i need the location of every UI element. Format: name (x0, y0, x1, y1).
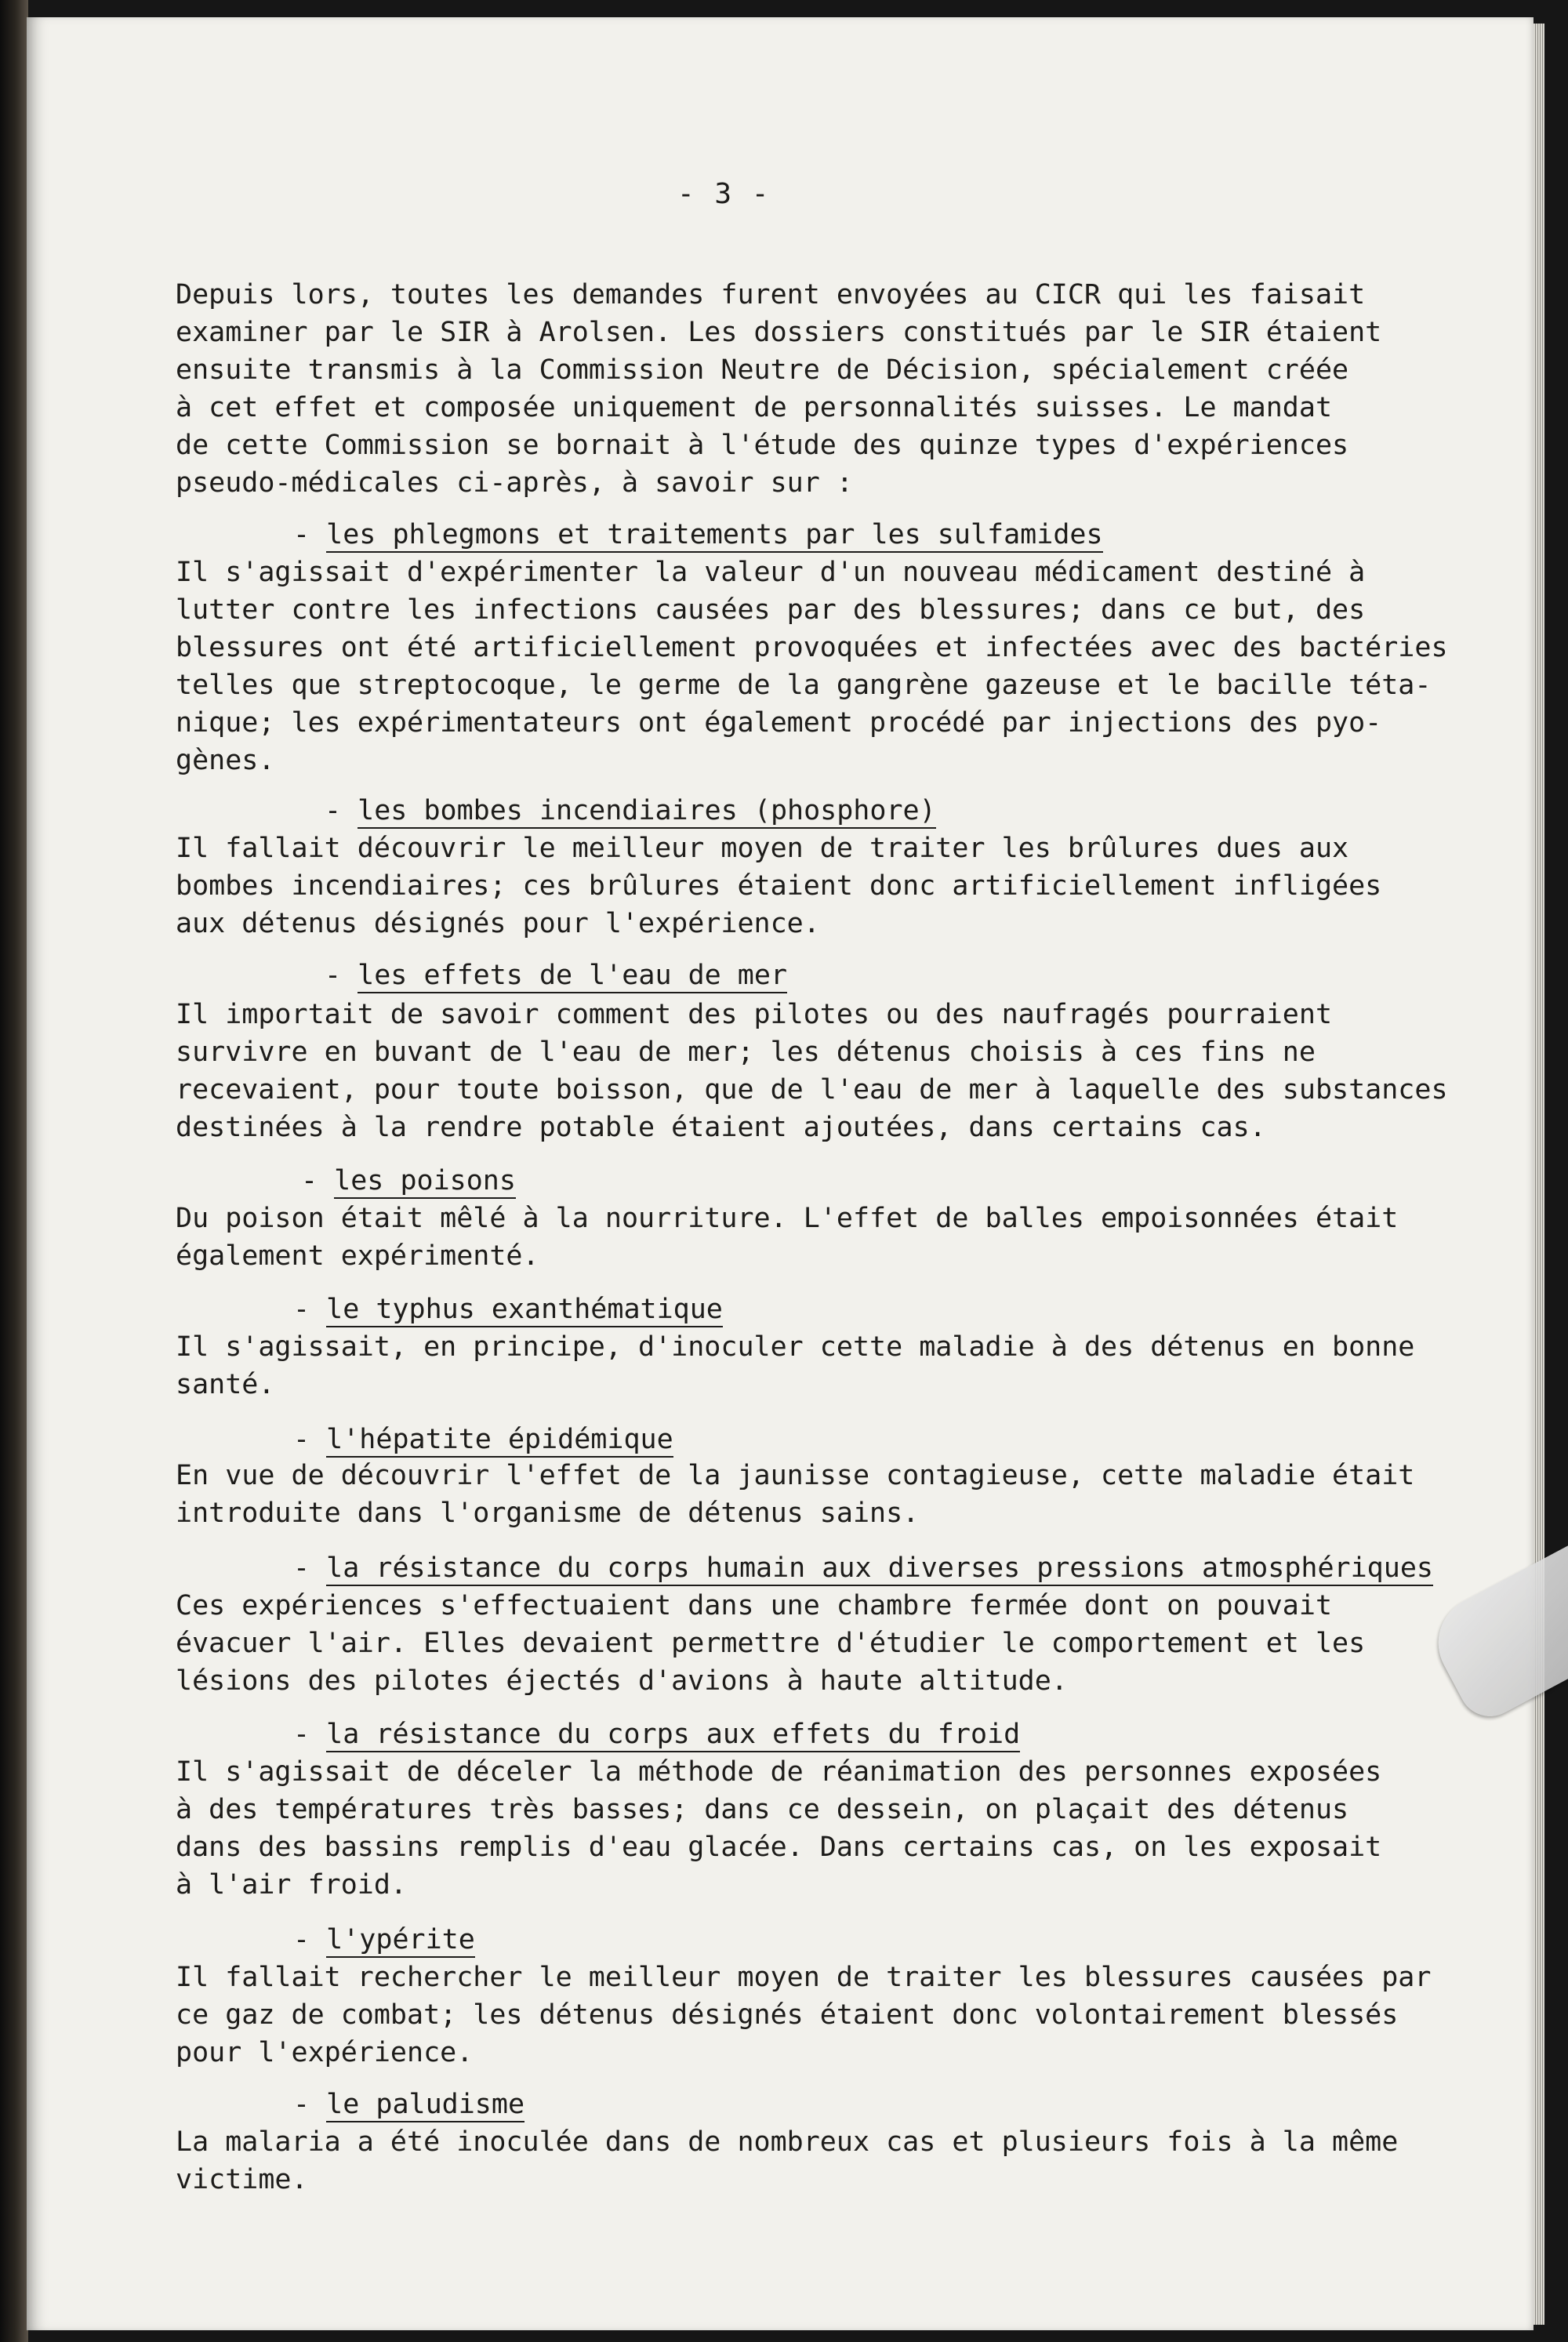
section-body (176, 1753, 1381, 1904)
page-stack-edge (1534, 24, 1544, 2325)
section-body (176, 2123, 1398, 2199)
body-line: destinées à la rendre potable étaient ajoutées, dans certains cas. (176, 1112, 1266, 1143)
intro-line: de cette Commission se bornait à l'étude des quinze types d'expériences (176, 430, 1349, 461)
book-binding (0, 0, 28, 2342)
intro-paragraph (176, 276, 1381, 502)
intro-line: pseudo-médicales ci-après, à savoir sur : (176, 467, 853, 499)
body-line: gènes. (176, 745, 275, 776)
section-heading-text: l'ypérite (326, 1924, 475, 1958)
body-line: survivre en buvant de l'eau de mer; les détenus choisis à ces fins ne (176, 1037, 1316, 1068)
section-heading: - le typhus exanthématique (293, 1291, 723, 1328)
body-line: Il s'agissait, en principe, d'inoculer cette maladie à des détenus en bonne (176, 1331, 1415, 1363)
body-line: Il fallait rechercher le meilleur moyen de traiter les blessures causées par (176, 1962, 1432, 1993)
section-body (176, 1959, 1431, 2071)
section-heading-text: les poisons (334, 1165, 516, 1199)
body-line: à des températures très basses; dans ce dessein, on plaçait des détenus (176, 1794, 1349, 1825)
section-heading: - l'hépatite épidémique (293, 1421, 673, 1458)
body-line: victime. (176, 2164, 308, 2195)
body-line: Il s'agissait de déceler la méthode de réanimation des personnes exposées (176, 1756, 1382, 1788)
section-heading-text: la résistance du corps aux effets du froid (326, 1719, 1020, 1752)
intro-line: à cet effet et composée uniquement de personnalités suisses. Le mandat (176, 392, 1333, 423)
body-line: lutter contre les infections causées par des blessures; dans ce but, des (176, 594, 1366, 626)
section-heading-text: le paludisme (326, 2089, 524, 2122)
body-line: introduite dans l'organisme de détenus sains. (176, 1498, 920, 1529)
body-line: En vue de découvrir l'effet de la jaunisse contagieuse, cette maladie était (176, 1460, 1415, 1491)
body-line: blessures ont été artificiellement provoquées et infectées avec des bactéries (176, 632, 1448, 663)
section-heading-text: les effets de l'eau de mer (358, 960, 787, 993)
body-line: aux détenus désignés pour l'expérience. (176, 908, 820, 939)
section-body (176, 1457, 1414, 1532)
section-heading: - la résistance du corps humain aux diverses pressions atmosphériques (293, 1549, 1433, 1587)
intro-line: ensuite transmis à la Commission Neutre de Décision, spécialement créée (176, 354, 1349, 386)
body-line: telles que streptocoque, le germe de la gangrène gazeuse et le bacille téta- (176, 670, 1432, 701)
body-line: recevaient, pour toute boisson, que de l'eau de mer à laquelle des substances (176, 1074, 1448, 1106)
section-body (176, 830, 1381, 942)
section-heading: - les poisons (301, 1162, 516, 1200)
section-body (176, 1200, 1398, 1275)
body-line: Du poison était mêlé à la nourriture. L'effet de balles empoisonnées était (176, 1203, 1399, 1234)
body-line: santé. (176, 1369, 275, 1400)
section-body (176, 1587, 1365, 1700)
section-body (176, 1328, 1414, 1403)
section-heading-text: les phlegmons et traitements par les sulfamides (326, 519, 1102, 553)
page-number: - 3 - (677, 178, 771, 210)
section-heading: - le paludisme (293, 2086, 524, 2123)
intro-line: examiner par le SIR à Arolsen. Les dossiers constitués par le SIR étaient (176, 317, 1382, 348)
body-line: bombes incendiaires; ces brûlures étaient donc artificiellement infligées (176, 870, 1382, 902)
body-line: également expérimenté. (176, 1240, 539, 1272)
section-body (176, 996, 1448, 1146)
section-body (176, 554, 1448, 779)
body-line: Ces expériences s'effectuaient dans une chambre fermée dont on pouvait (176, 1590, 1333, 1621)
body-line: dans des bassins remplis d'eau glacée. Dans certains cas, on les exposait (176, 1832, 1382, 1863)
body-line: Il fallait découvrir le meilleur moyen de traiter les brûlures dues aux (176, 833, 1349, 864)
document-page (27, 17, 1534, 2330)
intro-line: Depuis lors, toutes les demandes furent envoyées au CICR qui les faisait (176, 279, 1366, 310)
section-heading: - les phlegmons et traitements par les sulfamides (293, 516, 1103, 554)
body-line: nique; les expérimentateurs ont également procédé par injections des pyo- (176, 707, 1382, 739)
section-heading: - les bombes incendiaires (phosphore) (325, 792, 936, 830)
section-heading-text: le typhus exanthématique (326, 1294, 723, 1327)
section-heading-text: les bombes incendiaires (phosphore) (358, 795, 936, 829)
body-line: Il importait de savoir comment des pilotes ou des naufragés pourraient (176, 999, 1333, 1030)
section-heading: - la résistance du corps aux effets du froid (293, 1716, 1020, 1753)
section-heading-text: l'hépatite épidémique (326, 1424, 673, 1458)
section-heading: - les effets de l'eau de mer (325, 957, 787, 994)
section-heading: - l'ypérite (293, 1921, 475, 1959)
body-line: lésions des pilotes éjectés d'avions à haute altitude. (176, 1665, 1068, 1697)
section-heading-text: la résistance du corps humain aux diverses pressions atmosphériques (326, 1552, 1433, 1586)
body-line: à l'air froid. (176, 1869, 408, 1901)
body-line: Il s'agissait d'expérimenter la valeur d'un nouveau médicament destiné à (176, 557, 1366, 588)
body-line: pour l'expérience. (176, 2037, 474, 2068)
body-line: La malaria a été inoculée dans de nombreux cas et plusieurs fois à la même (176, 2126, 1399, 2158)
body-line: évacuer l'air. Elles devaient permettre d'étudier le comportement et les (176, 1628, 1366, 1659)
body-line: ce gaz de combat; les détenus désignés étaient donc volontairement blessés (176, 1999, 1399, 2031)
